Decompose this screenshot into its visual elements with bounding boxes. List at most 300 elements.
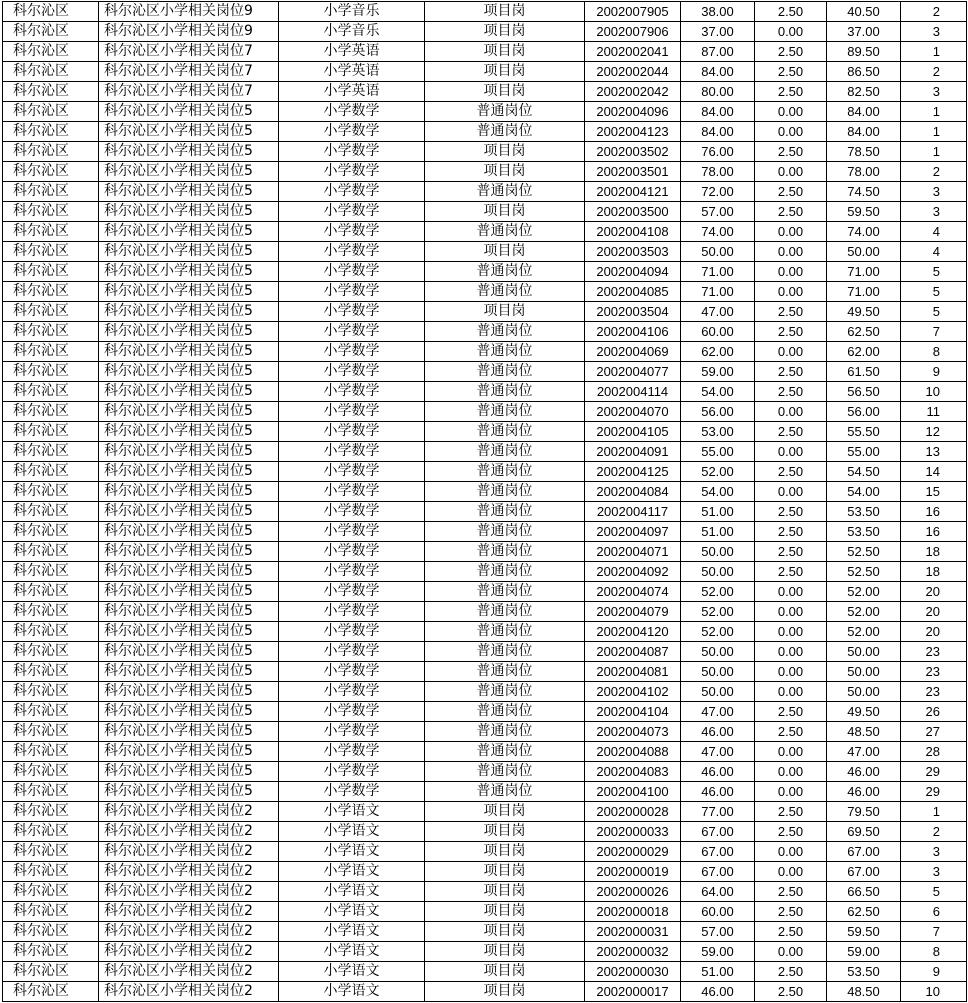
post-type-cell: 普通岗位 [425, 722, 585, 742]
table-row [3, 922, 967, 942]
total-score-cell: 62.50 [827, 902, 901, 922]
written-score-cell: 84.00 [681, 62, 755, 82]
table-row [3, 222, 967, 242]
post-cell: 科尔沁区小学相关岗位5 [99, 102, 279, 122]
bonus-score-cell: 2.50 [755, 542, 827, 562]
exam-number-cell: 2002004123 [585, 122, 681, 142]
bonus-score-cell: 2.50 [755, 822, 827, 842]
written-score-cell: 60.00 [681, 902, 755, 922]
post-type-cell: 普通岗位 [425, 542, 585, 562]
region-cell: 科尔沁区 [3, 102, 99, 122]
post-cell: 科尔沁区小学相关岗位5 [99, 162, 279, 182]
post-cell: 科尔沁区小学相关岗位5 [99, 422, 279, 442]
table-row [3, 422, 967, 442]
exam-number-cell: 2002004087 [585, 642, 681, 662]
total-score-cell: 52.00 [827, 602, 901, 622]
subject-cell: 小学数学 [279, 322, 425, 342]
region-cell: 科尔沁区 [3, 582, 99, 602]
region-cell: 科尔沁区 [3, 202, 99, 222]
table-row [3, 142, 967, 162]
post-cell: 科尔沁区小学相关岗位5 [99, 222, 279, 242]
written-score-cell: 46.00 [681, 982, 755, 1002]
rank-cell: 18 [901, 542, 967, 562]
exam-number-cell: 2002003503 [585, 242, 681, 262]
region-cell: 科尔沁区 [3, 562, 99, 582]
table-row [3, 442, 967, 462]
post-cell: 科尔沁区小学相关岗位7 [99, 42, 279, 62]
post-cell: 科尔沁区小学相关岗位5 [99, 642, 279, 662]
exam-number-cell: 2002004096 [585, 102, 681, 122]
bonus-score-cell: 0.00 [755, 222, 827, 242]
exam-number-cell: 2002007905 [585, 2, 681, 22]
written-score-cell: 52.00 [681, 582, 755, 602]
total-score-cell: 52.00 [827, 582, 901, 602]
written-score-cell: 52.00 [681, 602, 755, 622]
table-row [3, 62, 967, 82]
total-score-cell: 48.50 [827, 722, 901, 742]
exam-number-cell: 2002004079 [585, 602, 681, 622]
region-cell: 科尔沁区 [3, 62, 99, 82]
post-cell: 科尔沁区小学相关岗位5 [99, 242, 279, 262]
total-score-cell: 78.00 [827, 162, 901, 182]
post-cell: 科尔沁区小学相关岗位9 [99, 22, 279, 42]
post-type-cell: 项目岗 [425, 982, 585, 1002]
region-cell: 科尔沁区 [3, 982, 99, 1002]
written-score-cell: 53.00 [681, 422, 755, 442]
bonus-score-cell: 2.50 [755, 922, 827, 942]
post-type-cell: 项目岗 [425, 2, 585, 22]
written-score-cell: 67.00 [681, 862, 755, 882]
region-cell: 科尔沁区 [3, 262, 99, 282]
table-row [3, 302, 967, 322]
table-row [3, 962, 967, 982]
rank-cell: 3 [901, 22, 967, 42]
table-row [3, 22, 967, 42]
table-row [3, 322, 967, 342]
total-score-cell: 84.00 [827, 102, 901, 122]
region-cell: 科尔沁区 [3, 962, 99, 982]
post-cell: 科尔沁区小学相关岗位2 [99, 902, 279, 922]
bonus-score-cell: 0.00 [755, 742, 827, 762]
written-score-cell: 71.00 [681, 282, 755, 302]
rank-cell: 5 [901, 302, 967, 322]
rank-cell: 2 [901, 162, 967, 182]
bonus-score-cell: 0.00 [755, 342, 827, 362]
bonus-score-cell: 0.00 [755, 662, 827, 682]
post-cell: 科尔沁区小学相关岗位5 [99, 282, 279, 302]
post-cell: 科尔沁区小学相关岗位2 [99, 982, 279, 1002]
table-row [3, 822, 967, 842]
table-row [3, 982, 967, 1002]
exam-number-cell: 2002000019 [585, 862, 681, 882]
subject-cell: 小学数学 [279, 382, 425, 402]
bonus-score-cell: 0.00 [755, 282, 827, 302]
table-row [3, 2, 967, 22]
score-table [2, 1, 967, 1002]
total-score-cell: 55.00 [827, 442, 901, 462]
region-cell: 科尔沁区 [3, 182, 99, 202]
table-row [3, 242, 967, 262]
total-score-cell: 52.00 [827, 622, 901, 642]
subject-cell: 小学数学 [279, 622, 425, 642]
table-row [3, 562, 967, 582]
exam-number-cell: 2002004125 [585, 462, 681, 482]
region-cell: 科尔沁区 [3, 842, 99, 862]
post-type-cell: 普通岗位 [425, 402, 585, 422]
subject-cell: 小学英语 [279, 42, 425, 62]
post-type-cell: 项目岗 [425, 902, 585, 922]
region-cell: 科尔沁区 [3, 482, 99, 502]
table-row [3, 42, 967, 62]
total-score-cell: 86.50 [827, 62, 901, 82]
total-score-cell: 53.50 [827, 962, 901, 982]
rank-cell: 3 [901, 862, 967, 882]
table-row [3, 202, 967, 222]
bonus-score-cell: 2.50 [755, 802, 827, 822]
post-type-cell: 项目岗 [425, 42, 585, 62]
subject-cell: 小学数学 [279, 682, 425, 702]
post-cell: 科尔沁区小学相关岗位5 [99, 502, 279, 522]
bonus-score-cell: 2.50 [755, 702, 827, 722]
rank-cell: 9 [901, 962, 967, 982]
total-score-cell: 59.50 [827, 922, 901, 942]
bonus-score-cell: 2.50 [755, 322, 827, 342]
post-cell: 科尔沁区小学相关岗位5 [99, 722, 279, 742]
exam-number-cell: 2002000032 [585, 942, 681, 962]
post-type-cell: 项目岗 [425, 922, 585, 942]
region-cell: 科尔沁区 [3, 642, 99, 662]
region-cell: 科尔沁区 [3, 82, 99, 102]
exam-number-cell: 2002007906 [585, 22, 681, 42]
table-row [3, 462, 967, 482]
post-type-cell: 普通岗位 [425, 582, 585, 602]
exam-number-cell: 2002004084 [585, 482, 681, 502]
written-score-cell: 72.00 [681, 182, 755, 202]
region-cell: 科尔沁区 [3, 442, 99, 462]
post-cell: 科尔沁区小学相关岗位5 [99, 142, 279, 162]
subject-cell: 小学数学 [279, 442, 425, 462]
bonus-score-cell: 0.00 [755, 122, 827, 142]
written-score-cell: 84.00 [681, 102, 755, 122]
subject-cell: 小学数学 [279, 362, 425, 382]
written-score-cell: 56.00 [681, 402, 755, 422]
post-cell: 科尔沁区小学相关岗位2 [99, 822, 279, 842]
bonus-score-cell: 2.50 [755, 62, 827, 82]
subject-cell: 小学数学 [279, 782, 425, 802]
subject-cell: 小学数学 [279, 742, 425, 762]
subject-cell: 小学数学 [279, 522, 425, 542]
exam-number-cell: 2002004073 [585, 722, 681, 742]
subject-cell: 小学数学 [279, 542, 425, 562]
subject-cell: 小学语文 [279, 822, 425, 842]
region-cell: 科尔沁区 [3, 42, 99, 62]
rank-cell: 7 [901, 322, 967, 342]
bonus-score-cell: 2.50 [755, 562, 827, 582]
region-cell: 科尔沁区 [3, 722, 99, 742]
post-cell: 科尔沁区小学相关岗位5 [99, 302, 279, 322]
bonus-score-cell: 2.50 [755, 142, 827, 162]
bonus-score-cell: 0.00 [755, 402, 827, 422]
bonus-score-cell: 0.00 [755, 162, 827, 182]
bonus-score-cell: 2.50 [755, 502, 827, 522]
table-row [3, 782, 967, 802]
post-cell: 科尔沁区小学相关岗位5 [99, 402, 279, 422]
exam-number-cell: 2002004120 [585, 622, 681, 642]
total-score-cell: 37.00 [827, 22, 901, 42]
subject-cell: 小学数学 [279, 242, 425, 262]
post-type-cell: 项目岗 [425, 802, 585, 822]
post-type-cell: 项目岗 [425, 942, 585, 962]
table-row [3, 802, 967, 822]
total-score-cell: 52.50 [827, 562, 901, 582]
table-row [3, 722, 967, 742]
subject-cell: 小学数学 [279, 302, 425, 322]
rank-cell: 2 [901, 2, 967, 22]
post-cell: 科尔沁区小学相关岗位5 [99, 182, 279, 202]
region-cell: 科尔沁区 [3, 762, 99, 782]
post-cell: 科尔沁区小学相关岗位2 [99, 962, 279, 982]
post-type-cell: 普通岗位 [425, 362, 585, 382]
subject-cell: 小学数学 [279, 722, 425, 742]
region-cell: 科尔沁区 [3, 622, 99, 642]
subject-cell: 小学数学 [279, 582, 425, 602]
bonus-score-cell: 0.00 [755, 262, 827, 282]
post-type-cell: 项目岗 [425, 162, 585, 182]
written-score-cell: 50.00 [681, 562, 755, 582]
written-score-cell: 60.00 [681, 322, 755, 342]
region-cell: 科尔沁区 [3, 662, 99, 682]
bonus-score-cell: 0.00 [755, 762, 827, 782]
table-row [3, 122, 967, 142]
region-cell: 科尔沁区 [3, 502, 99, 522]
written-score-cell: 47.00 [681, 702, 755, 722]
region-cell: 科尔沁区 [3, 882, 99, 902]
total-score-cell: 50.00 [827, 662, 901, 682]
bonus-score-cell: 2.50 [755, 362, 827, 382]
subject-cell: 小学数学 [279, 562, 425, 582]
exam-number-cell: 2002004071 [585, 542, 681, 562]
written-score-cell: 51.00 [681, 522, 755, 542]
rank-cell: 23 [901, 642, 967, 662]
table-body [3, 2, 967, 1002]
region-cell: 科尔沁区 [3, 222, 99, 242]
post-cell: 科尔沁区小学相关岗位2 [99, 802, 279, 822]
post-type-cell: 项目岗 [425, 142, 585, 162]
region-cell: 科尔沁区 [3, 822, 99, 842]
bonus-score-cell: 2.50 [755, 2, 827, 22]
written-score-cell: 71.00 [681, 262, 755, 282]
written-score-cell: 50.00 [681, 662, 755, 682]
subject-cell: 小学数学 [279, 642, 425, 662]
subject-cell: 小学数学 [279, 102, 425, 122]
total-score-cell: 74.00 [827, 222, 901, 242]
written-score-cell: 51.00 [681, 502, 755, 522]
bonus-score-cell: 2.50 [755, 42, 827, 62]
table-row [3, 662, 967, 682]
rank-cell: 15 [901, 482, 967, 502]
written-score-cell: 84.00 [681, 122, 755, 142]
post-type-cell: 项目岗 [425, 82, 585, 102]
table-row [3, 682, 967, 702]
total-score-cell: 55.50 [827, 422, 901, 442]
written-score-cell: 51.00 [681, 962, 755, 982]
rank-cell: 16 [901, 522, 967, 542]
total-score-cell: 71.00 [827, 262, 901, 282]
table-row [3, 342, 967, 362]
table-row [3, 362, 967, 382]
exam-number-cell: 2002004088 [585, 742, 681, 762]
exam-number-cell: 2002002041 [585, 42, 681, 62]
post-cell: 科尔沁区小学相关岗位5 [99, 542, 279, 562]
written-score-cell: 37.00 [681, 22, 755, 42]
post-type-cell: 普通岗位 [425, 342, 585, 362]
region-cell: 科尔沁区 [3, 22, 99, 42]
total-score-cell: 53.50 [827, 502, 901, 522]
total-score-cell: 82.50 [827, 82, 901, 102]
exam-number-cell: 2002004081 [585, 662, 681, 682]
written-score-cell: 59.00 [681, 942, 755, 962]
post-type-cell: 普通岗位 [425, 682, 585, 702]
bonus-score-cell: 0.00 [755, 942, 827, 962]
subject-cell: 小学数学 [279, 282, 425, 302]
total-score-cell: 56.00 [827, 402, 901, 422]
post-cell: 科尔沁区小学相关岗位5 [99, 122, 279, 142]
total-score-cell: 52.50 [827, 542, 901, 562]
post-cell: 科尔沁区小学相关岗位5 [99, 662, 279, 682]
exam-number-cell: 2002004069 [585, 342, 681, 362]
region-cell: 科尔沁区 [3, 782, 99, 802]
subject-cell: 小学数学 [279, 122, 425, 142]
rank-cell: 23 [901, 662, 967, 682]
bonus-score-cell: 0.00 [755, 782, 827, 802]
written-score-cell: 87.00 [681, 42, 755, 62]
total-score-cell: 71.00 [827, 282, 901, 302]
total-score-cell: 69.50 [827, 822, 901, 842]
post-type-cell: 普通岗位 [425, 482, 585, 502]
total-score-cell: 84.00 [827, 122, 901, 142]
total-score-cell: 78.50 [827, 142, 901, 162]
region-cell: 科尔沁区 [3, 742, 99, 762]
rank-cell: 28 [901, 742, 967, 762]
rank-cell: 8 [901, 942, 967, 962]
table-row [3, 862, 967, 882]
rank-cell: 5 [901, 282, 967, 302]
total-score-cell: 50.00 [827, 642, 901, 662]
post-type-cell: 普通岗位 [425, 182, 585, 202]
written-score-cell: 52.00 [681, 622, 755, 642]
post-cell: 科尔沁区小学相关岗位5 [99, 582, 279, 602]
total-score-cell: 67.00 [827, 862, 901, 882]
bonus-score-cell: 0.00 [755, 22, 827, 42]
subject-cell: 小学语文 [279, 882, 425, 902]
post-cell: 科尔沁区小学相关岗位2 [99, 862, 279, 882]
region-cell: 科尔沁区 [3, 942, 99, 962]
bonus-score-cell: 2.50 [755, 902, 827, 922]
bonus-score-cell: 0.00 [755, 842, 827, 862]
exam-number-cell: 2002004083 [585, 762, 681, 782]
exam-number-cell: 2002003504 [585, 302, 681, 322]
rank-cell: 20 [901, 622, 967, 642]
rank-cell: 13 [901, 442, 967, 462]
written-score-cell: 50.00 [681, 682, 755, 702]
region-cell: 科尔沁区 [3, 802, 99, 822]
table-row [3, 382, 967, 402]
bonus-score-cell: 2.50 [755, 962, 827, 982]
post-type-cell: 普通岗位 [425, 742, 585, 762]
total-score-cell: 50.00 [827, 242, 901, 262]
rank-cell: 1 [901, 42, 967, 62]
subject-cell: 小学数学 [279, 762, 425, 782]
post-type-cell: 普通岗位 [425, 102, 585, 122]
subject-cell: 小学语文 [279, 922, 425, 942]
written-score-cell: 57.00 [681, 202, 755, 222]
total-score-cell: 54.00 [827, 482, 901, 502]
table-row [3, 882, 967, 902]
region-cell: 科尔沁区 [3, 542, 99, 562]
rank-cell: 16 [901, 502, 967, 522]
post-cell: 科尔沁区小学相关岗位7 [99, 62, 279, 82]
post-type-cell: 普通岗位 [425, 422, 585, 442]
rank-cell: 1 [901, 802, 967, 822]
bonus-score-cell: 2.50 [755, 302, 827, 322]
post-type-cell: 普通岗位 [425, 442, 585, 462]
exam-number-cell: 2002004070 [585, 402, 681, 422]
exam-number-cell: 2002003500 [585, 202, 681, 222]
written-score-cell: 64.00 [681, 882, 755, 902]
table-row [3, 102, 967, 122]
region-cell: 科尔沁区 [3, 702, 99, 722]
exam-number-cell: 2002004097 [585, 522, 681, 542]
table-row [3, 602, 967, 622]
exam-number-cell: 2002004108 [585, 222, 681, 242]
written-score-cell: 80.00 [681, 82, 755, 102]
region-cell: 科尔沁区 [3, 162, 99, 182]
written-score-cell: 46.00 [681, 722, 755, 742]
post-type-cell: 普通岗位 [425, 322, 585, 342]
bonus-score-cell: 0.00 [755, 442, 827, 462]
subject-cell: 小学数学 [279, 182, 425, 202]
table-row [3, 282, 967, 302]
total-score-cell: 49.50 [827, 702, 901, 722]
subject-cell: 小学音乐 [279, 22, 425, 42]
total-score-cell: 67.00 [827, 842, 901, 862]
total-score-cell: 53.50 [827, 522, 901, 542]
post-type-cell: 普通岗位 [425, 642, 585, 662]
subject-cell: 小学数学 [279, 462, 425, 482]
post-cell: 科尔沁区小学相关岗位2 [99, 882, 279, 902]
post-cell: 科尔沁区小学相关岗位2 [99, 922, 279, 942]
post-type-cell: 普通岗位 [425, 282, 585, 302]
region-cell: 科尔沁区 [3, 462, 99, 482]
total-score-cell: 61.50 [827, 362, 901, 382]
post-type-cell: 普通岗位 [425, 562, 585, 582]
exam-number-cell: 2002000030 [585, 962, 681, 982]
exam-number-cell: 2002004094 [585, 262, 681, 282]
post-type-cell: 项目岗 [425, 302, 585, 322]
written-score-cell: 50.00 [681, 242, 755, 262]
subject-cell: 小学语文 [279, 802, 425, 822]
region-cell: 科尔沁区 [3, 342, 99, 362]
rank-cell: 1 [901, 102, 967, 122]
written-score-cell: 47.00 [681, 742, 755, 762]
table-row [3, 82, 967, 102]
exam-number-cell: 2002000028 [585, 802, 681, 822]
post-cell: 科尔沁区小学相关岗位5 [99, 602, 279, 622]
subject-cell: 小学数学 [279, 502, 425, 522]
post-type-cell: 普通岗位 [425, 122, 585, 142]
post-cell: 科尔沁区小学相关岗位5 [99, 522, 279, 542]
rank-cell: 2 [901, 822, 967, 842]
